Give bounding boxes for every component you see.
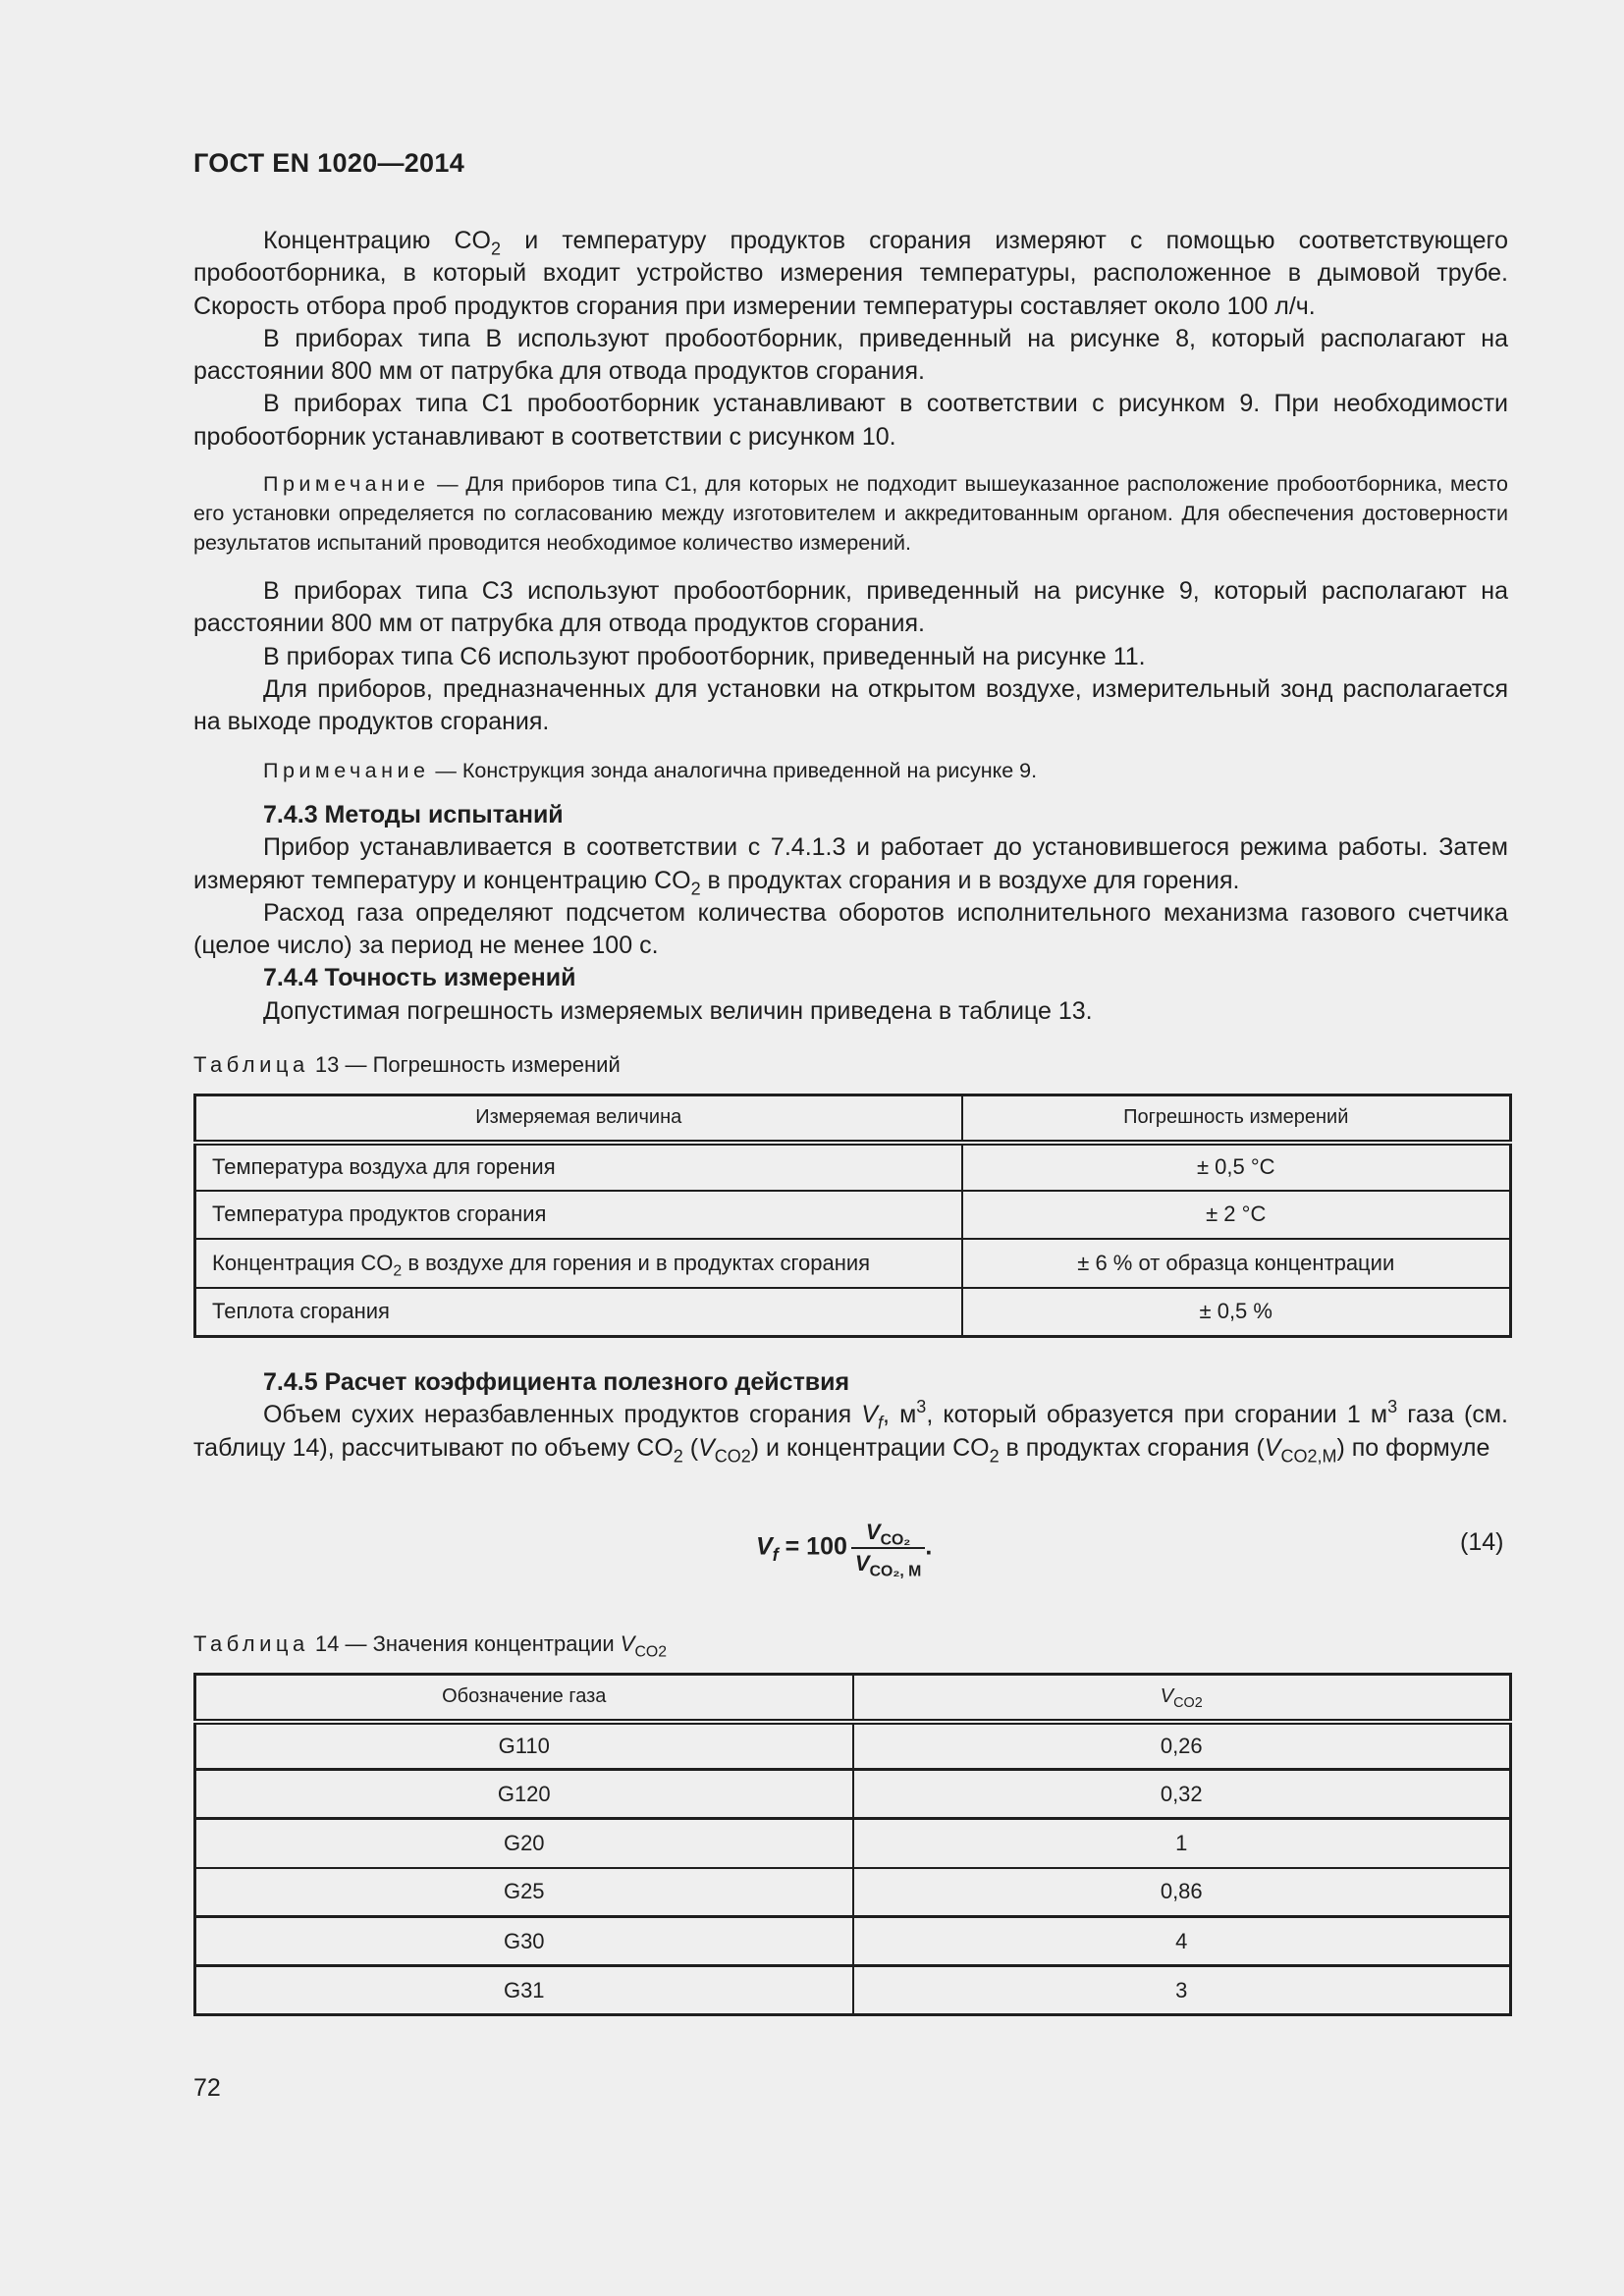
note-text: — Для приборов типа C1, для которых не подходит вышеуказанное расположение пробоотборника, место его установки определяется по согласованию между изготовителем и аккредитованным органом. Для обеспечения достоверности результатов испытаний проводится необходимое количество измерений. bbox=[193, 472, 1508, 555]
table-13 bbox=[193, 1094, 1512, 1338]
paragraph: В приборах типа C1 пробоотборник устанавливают в соответствии с рисунком 9. При необходимости пробоотборник устанавливают в соответствии с рисунком 10. bbox=[193, 390, 1508, 451]
table-row: Температура продуктов сгорания ± 2 °C bbox=[195, 1191, 1511, 1239]
table-row: Концентрация $CO_2$ в воздухе для горения и в продуктах сгорания ± 6 % от образца концентрации bbox=[195, 1239, 1511, 1288]
document-header: ГОСТ EN 1020—2014 bbox=[193, 148, 465, 178]
table-row: Теплота сгорания ± 0,5 % bbox=[195, 1288, 1511, 1337]
page-number: 72 bbox=[193, 2074, 221, 2102]
table-row: G110 0,26 bbox=[195, 1722, 1511, 1770]
table-row: G30 4 bbox=[195, 1917, 1511, 1966]
section-745 bbox=[193, 1366, 1508, 1465]
equation-number: (14) bbox=[1460, 1528, 1504, 1556]
section-heading: 7.4.3 Методы испытаний bbox=[263, 801, 564, 828]
note-text: — Конструкция зонда аналогична приведенной на рисунке 9. bbox=[429, 759, 1038, 782]
paragraph: Для приборов, предназначенных для установки на открытом воздухе, измерительный зонд располагается на выходе продуктов сгорания. bbox=[193, 674, 1508, 736]
body-section-mid bbox=[193, 575, 1508, 738]
column-header: $V_{CO2}$ bbox=[853, 1675, 1511, 1722]
table-row: Температура воздуха для горения ± 0,5 °C bbox=[195, 1143, 1511, 1191]
table-row: G20 1 bbox=[195, 1819, 1511, 1868]
paragraph: Концентрацию $CO_2$ и температуру продуктов сгорания измеряют с помощью соответствующего пробоотборника, в который входит устройство измерения температуры, расположенное в дымовой трубе. Скорость отбора проб продуктов сгорания при измерении температуры составляет около 100 л/ч. bbox=[193, 227, 1508, 320]
paragraph: Допустимая погрешность измеряемых величин приведена в таблице 13. bbox=[263, 996, 1093, 1025]
table-row: G120 0,32 bbox=[195, 1770, 1511, 1819]
formula-14: $V_f = 100$ $\frac{V_{CO_2}}{V_{CO_2, M}}$ . bbox=[756, 1520, 933, 1580]
column-header: Обозначение газа bbox=[195, 1675, 853, 1722]
table-caption: Таблица 14 — Значения концентрации $V_{CO2}$ bbox=[193, 1631, 668, 1661]
column-header: Измеряемая величина bbox=[195, 1095, 962, 1143]
paragraph: Расход газа определяют подсчетом количества оборотов исполнительного механизма газового счетчика (целое число) за период не менее 100 с. bbox=[193, 898, 1508, 960]
fraction: $\frac{V_{CO_2}}{V_{CO_2, M}}$ bbox=[851, 1520, 925, 1576]
section-heading: 7.4.4 Точность измерений bbox=[263, 964, 576, 992]
paragraph: В приборах типа C3 используют пробоотборник, приведенный на рисунке 9, который располагают на расстоянии 800 мм от патрубка для отвода продуктов сгорания. bbox=[193, 577, 1508, 638]
note bbox=[193, 469, 1508, 558]
column-header: Погрешность измерений bbox=[962, 1095, 1511, 1143]
paragraph: Объем сухих неразбавленных продуктов сгорания $V_f$, $м^3$, который образуется при сгорании 1 $м^3$ газа (см. таблицу 14), рассчитывают по объему $CO_2$ $(V_{CO2})$ и концентрации $CO_2$ в продуктах сгорания $(V_{CO2,M})$ по формуле bbox=[193, 1397, 1508, 1466]
paragraph: В приборах типа C6 используют пробоотборник, приведенный на рисунке 11. bbox=[263, 642, 1146, 670]
paragraph: В приборах типа B используют пробоотборник, приведенный на рисунке 8, который располагают на расстоянии 800 мм от патрубка для отвода продуктов сгорания. bbox=[193, 324, 1508, 386]
note-label: Примечание bbox=[263, 472, 430, 496]
paragraph: Прибор устанавливается в соответствии с 7.4.1.3 и работает до установившегося режима работы. Затем измеряют температуру и концентрацию $CO_2$ в продуктах сгорания и в воздухе для горения. bbox=[193, 833, 1508, 898]
table-caption: Таблица 13 — Погрешность измерений bbox=[193, 1052, 621, 1077]
note-label: Примечание bbox=[263, 759, 430, 782]
table-row: G25 0,86 bbox=[195, 1868, 1511, 1917]
table-14 bbox=[193, 1673, 1512, 2016]
section-743-744 bbox=[193, 799, 1508, 1028]
note bbox=[193, 756, 1508, 785]
table-row: G31 3 bbox=[195, 1966, 1511, 2015]
body-section-top bbox=[193, 225, 1508, 454]
section-heading: 7.4.5 Расчет коэффициента полезного действия bbox=[263, 1368, 850, 1396]
